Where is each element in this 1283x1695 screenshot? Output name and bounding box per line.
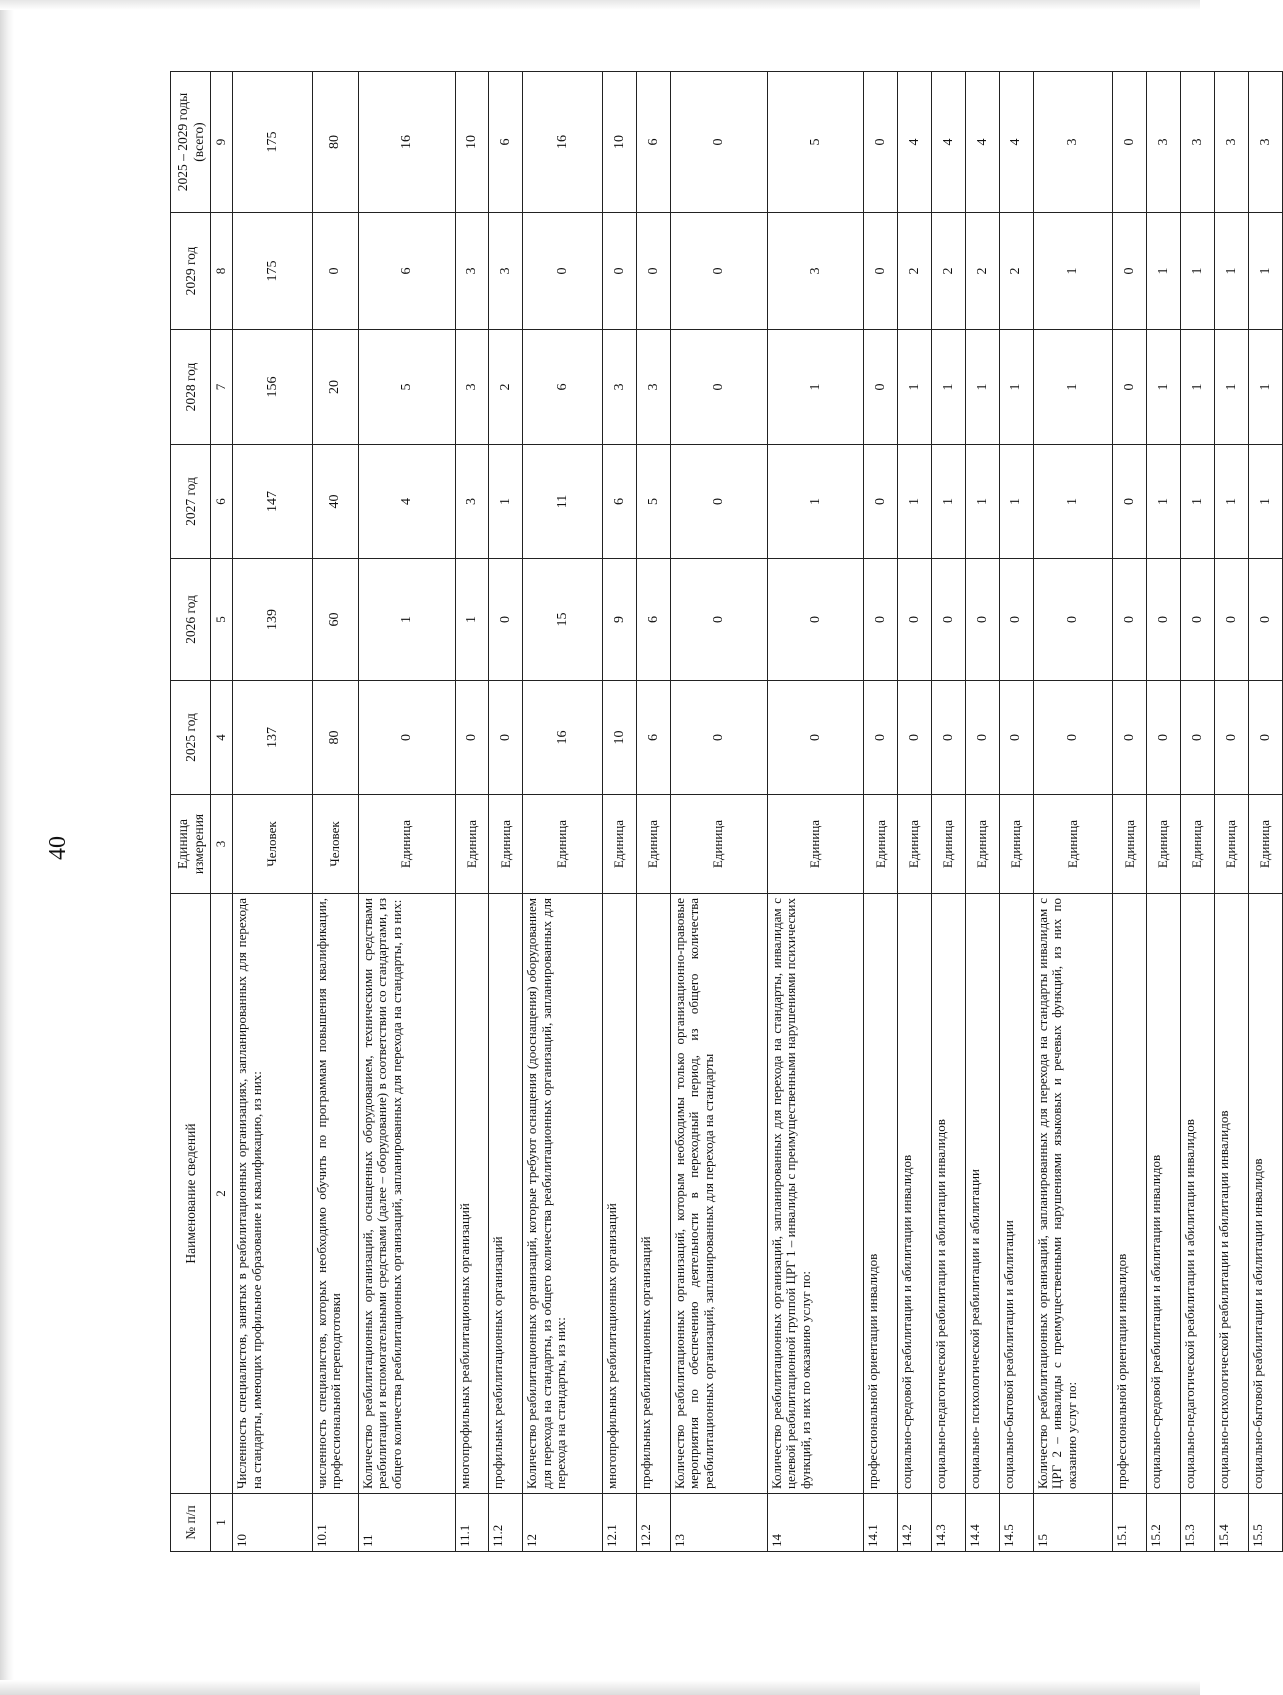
row-value-2028-cell: 0 [864, 330, 898, 445]
table-row [1147, 72, 1181, 1552]
row-unit-cell: Единица [1181, 795, 1215, 894]
row-value-2029-cell: 0 [603, 213, 637, 330]
column-index-cell: 6 [211, 445, 233, 559]
row-value-2026-cell: 15 [523, 559, 603, 681]
row-value-2028-cell: 2 [489, 330, 523, 445]
row-value-2025-cell: 0 [965, 681, 999, 795]
scan-edge-left [0, 0, 14, 1695]
row-value-2026-cell: 6 [636, 559, 670, 681]
row-name-cell: социально-педагогической реабилитации и абилитации инвалидов [932, 894, 966, 1494]
row-value-2027-cell: 1 [932, 445, 966, 559]
row-value-2026-cell: 0 [932, 559, 966, 681]
row-value-total-cell: 3 [1033, 72, 1113, 213]
row-value-2028-cell: 1 [1215, 330, 1249, 445]
row-name-cell: социально- психологической реабилитации и абилитации [965, 894, 999, 1494]
row-value-2026-cell: 0 [999, 559, 1033, 681]
row-value-2029-cell: 6 [358, 213, 455, 330]
table-row [455, 72, 489, 1552]
row-name-cell: профессиональной ориентации инвалидов [1113, 894, 1147, 1494]
header-cell-2029: 2029 год [171, 213, 211, 330]
row-value-total-cell: 3 [1248, 72, 1282, 213]
row-value-2026-cell: 1 [358, 559, 455, 681]
row-value-2026-cell: 0 [489, 559, 523, 681]
row-value-2027-cell: 1 [898, 445, 932, 559]
row-value-2028-cell: 1 [1033, 330, 1113, 445]
table-row [965, 72, 999, 1552]
row-value-2029-cell: 2 [898, 213, 932, 330]
row-value-2028-cell: 20 [312, 330, 358, 445]
row-value-2025-cell: 0 [898, 681, 932, 795]
row-number-cell: 10.1 [312, 1494, 358, 1552]
row-value-total-cell: 3 [1147, 72, 1181, 213]
row-name-cell: многопрофильных реабилитационных организаций [603, 894, 637, 1494]
row-number-cell: 11.2 [489, 1494, 523, 1552]
row-value-2025-cell: 0 [1113, 681, 1147, 795]
row-unit-cell: Единица [358, 795, 455, 894]
row-number-cell: 12.1 [603, 1494, 637, 1552]
row-number-cell: 15.5 [1248, 1494, 1282, 1552]
row-value-2025-cell: 0 [1248, 681, 1282, 795]
row-value-2028-cell: 3 [636, 330, 670, 445]
row-value-total-cell: 5 [767, 72, 864, 213]
row-number-cell: 11.1 [455, 1494, 489, 1552]
row-value-2027-cell: 0 [1113, 445, 1147, 559]
row-value-2026-cell: 9 [603, 559, 637, 681]
row-value-2027-cell: 6 [603, 445, 637, 559]
row-value-2028-cell: 156 [233, 330, 313, 445]
row-value-2025-cell: 16 [523, 681, 603, 795]
row-value-2028-cell: 1 [767, 330, 864, 445]
row-unit-cell: Единица [670, 795, 767, 894]
row-number-cell: 12.2 [636, 1494, 670, 1552]
row-value-2029-cell: 0 [1113, 213, 1147, 330]
row-number-cell: 15.3 [1181, 1494, 1215, 1552]
row-value-total-cell: 4 [932, 72, 966, 213]
column-index-cell: 4 [211, 681, 233, 795]
row-name-cell: многопрофильных реабилитационных организаций [455, 894, 489, 1494]
row-unit-cell: Единица [864, 795, 898, 894]
row-name-cell: социально-педагогической реабилитации и абилитации инвалидов [1181, 894, 1215, 1494]
row-value-total-cell: 0 [1113, 72, 1147, 213]
row-value-total-cell: 175 [233, 72, 313, 213]
row-name-cell: Количество реабилитационных организаций, которые требуют оснащения (дооснащения) оборудованием для перехода на стандарты, из общего количества реабилитационных организаций, запланированных для перехода на стандарты, из них: [523, 894, 603, 1494]
row-value-2027-cell: 0 [670, 445, 767, 559]
row-value-2025-cell: 0 [489, 681, 523, 795]
table-landscape-layer [170, 72, 1283, 1552]
row-value-2027-cell: 1 [1181, 445, 1215, 559]
row-value-2029-cell: 2 [999, 213, 1033, 330]
row-name-cell: социально-средовой реабилитации и абилитации инвалидов [1147, 894, 1181, 1494]
row-unit-cell: Единица [636, 795, 670, 894]
row-value-total-cell: 3 [1181, 72, 1215, 213]
row-value-2025-cell: 0 [1215, 681, 1249, 795]
row-value-total-cell: 10 [455, 72, 489, 213]
row-value-2028-cell: 1 [1147, 330, 1181, 445]
row-value-2028-cell: 1 [1181, 330, 1215, 445]
row-name-cell: профильных реабилитационных организаций [489, 894, 523, 1494]
row-number-cell: 14.2 [898, 1494, 932, 1552]
table-row [1215, 72, 1249, 1552]
row-value-2027-cell: 1 [1215, 445, 1249, 559]
table-row [932, 72, 966, 1552]
row-value-2026-cell: 0 [1113, 559, 1147, 681]
header-cell-2028: 2028 год [171, 330, 211, 445]
row-value-2029-cell: 3 [455, 213, 489, 330]
row-value-2025-cell: 0 [670, 681, 767, 795]
row-number-cell: 12 [523, 1494, 603, 1552]
row-value-2028-cell: 5 [358, 330, 455, 445]
row-value-total-cell: 0 [864, 72, 898, 213]
row-value-2026-cell: 0 [1181, 559, 1215, 681]
row-name-cell: профессиональной ориентации инвалидов [864, 894, 898, 1494]
row-value-2028-cell: 1 [1248, 330, 1282, 445]
row-name-cell: социально-психологической реабилитации и абилитации инвалидов [1215, 894, 1249, 1494]
row-value-2026-cell: 0 [670, 559, 767, 681]
row-value-2027-cell: 5 [636, 445, 670, 559]
row-value-2029-cell: 0 [523, 213, 603, 330]
scan-edge-bottom [0, 1680, 1200, 1695]
row-value-total-cell: 4 [999, 72, 1033, 213]
row-name-cell: Количество реабилитационных организаций, оснащенных оборудованием, техническими средствами реабилитации и вспомогательными средствами (далее – оборудование) в соответствии со стандартами, из общего количества реабилитационных организаций, запланированных для перехода на стандарты, из них: [358, 894, 455, 1494]
row-value-2025-cell: 0 [864, 681, 898, 795]
row-unit-cell: Единица [898, 795, 932, 894]
row-value-2027-cell: 1 [767, 445, 864, 559]
table-row [767, 72, 864, 1552]
row-value-2028-cell: 0 [670, 330, 767, 445]
row-value-2025-cell: 0 [1033, 681, 1113, 795]
row-value-2029-cell: 1 [1181, 213, 1215, 330]
row-value-2029-cell: 0 [636, 213, 670, 330]
row-value-2026-cell: 0 [898, 559, 932, 681]
column-index-cell: 5 [211, 559, 233, 681]
row-unit-cell: Единица [523, 795, 603, 894]
row-unit-cell: Единица [1147, 795, 1181, 894]
row-name-cell: социально-бытовой реабилитации и абилитации [999, 894, 1033, 1494]
row-value-total-cell: 3 [1215, 72, 1249, 213]
row-value-2026-cell: 60 [312, 559, 358, 681]
row-value-2029-cell: 1 [1147, 213, 1181, 330]
table-row [233, 72, 313, 1552]
row-value-2029-cell: 2 [932, 213, 966, 330]
row-value-2026-cell: 0 [1248, 559, 1282, 681]
table-row [670, 72, 767, 1552]
row-name-cell: социально-средовой реабилитации и абилитации инвалидов [898, 894, 932, 1494]
row-name-cell: социально-бытовой реабилитации и абилитации инвалидов [1248, 894, 1282, 1494]
row-unit-cell: Единица [1033, 795, 1113, 894]
column-index-cell: 3 [211, 795, 233, 894]
row-unit-cell: Единица [767, 795, 864, 894]
table-rotation-frame [170, 72, 1283, 1552]
row-number-cell: 11 [358, 1494, 455, 1552]
table-body [233, 72, 1283, 1552]
row-value-2025-cell: 0 [1147, 681, 1181, 795]
table-row [523, 72, 603, 1552]
row-number-cell: 14.5 [999, 1494, 1033, 1552]
header-cell-unit: Единица измерения [171, 795, 211, 894]
row-value-2027-cell: 1 [999, 445, 1033, 559]
row-unit-cell: Человек [312, 795, 358, 894]
row-value-2029-cell: 0 [864, 213, 898, 330]
row-value-2028-cell: 3 [455, 330, 489, 445]
row-number-cell: 15.4 [1215, 1494, 1249, 1552]
row-value-total-cell: 4 [898, 72, 932, 213]
row-unit-cell: Человек [233, 795, 313, 894]
row-unit-cell: Единица [1215, 795, 1249, 894]
row-unit-cell: Единица [603, 795, 637, 894]
row-value-2029-cell: 3 [489, 213, 523, 330]
row-value-2026-cell: 0 [1147, 559, 1181, 681]
row-number-cell: 15 [1033, 1494, 1113, 1552]
table-row [603, 72, 637, 1552]
row-value-2029-cell: 0 [670, 213, 767, 330]
row-value-2025-cell: 10 [603, 681, 637, 795]
row-value-2029-cell: 2 [965, 213, 999, 330]
row-value-2026-cell: 0 [1215, 559, 1249, 681]
header-cell-name: Наименование сведений [171, 894, 211, 1494]
row-value-2028-cell: 0 [1113, 330, 1147, 445]
row-value-total-cell: 16 [523, 72, 603, 213]
row-value-2026-cell: 0 [767, 559, 864, 681]
row-value-total-cell: 0 [670, 72, 767, 213]
row-value-2028-cell: 1 [932, 330, 966, 445]
row-value-2025-cell: 0 [999, 681, 1033, 795]
row-number-cell: 10 [233, 1494, 313, 1552]
row-value-2029-cell: 175 [233, 213, 313, 330]
row-value-2029-cell: 0 [312, 213, 358, 330]
row-value-2026-cell: 139 [233, 559, 313, 681]
row-unit-cell: Единица [999, 795, 1033, 894]
row-name-cell: Количество реабилитационных организаций, которым необходимы только организационно-правовые мероприятия по обеспечению деятельности в переходный период, из общего количества реабилитационных организаций, запланированных для перехода на стандарты [670, 894, 767, 1494]
column-index-cell: 1 [211, 1494, 233, 1552]
table-row [999, 72, 1033, 1552]
row-value-total-cell: 6 [489, 72, 523, 213]
table-row [489, 72, 523, 1552]
row-value-total-cell: 10 [603, 72, 637, 213]
header-cell-2026: 2026 год [171, 559, 211, 681]
row-value-2027-cell: 1 [1033, 445, 1113, 559]
header-cell-number: № п/п [171, 1494, 211, 1552]
row-number-cell: 14.3 [932, 1494, 966, 1552]
header-cell-total: 2025 – 2029 годы (всего) [171, 72, 211, 213]
row-value-2025-cell: 0 [1181, 681, 1215, 795]
row-value-2025-cell: 0 [932, 681, 966, 795]
row-value-2027-cell: 0 [864, 445, 898, 559]
row-unit-cell: Единица [489, 795, 523, 894]
row-value-2026-cell: 0 [864, 559, 898, 681]
row-value-2025-cell: 80 [312, 681, 358, 795]
row-value-2027-cell: 1 [1248, 445, 1282, 559]
row-unit-cell: Единица [1248, 795, 1282, 894]
header-cell-2027: 2027 год [171, 445, 211, 559]
row-value-2027-cell: 1 [965, 445, 999, 559]
row-unit-cell: Единица [932, 795, 966, 894]
table-row [898, 72, 932, 1552]
row-value-2027-cell: 4 [358, 445, 455, 559]
row-value-2025-cell: 0 [358, 681, 455, 795]
row-unit-cell: Единица [965, 795, 999, 894]
scan-edge-top [0, 0, 1200, 10]
table-row [1033, 72, 1113, 1552]
row-value-2029-cell: 3 [767, 213, 864, 330]
row-value-2025-cell: 6 [636, 681, 670, 795]
column-index-cell: 9 [211, 72, 233, 213]
table-row [636, 72, 670, 1552]
header-row [171, 72, 211, 1552]
row-number-cell: 14.1 [864, 1494, 898, 1552]
row-name-cell: Количество реабилитационных организаций, запланированных для перехода на стандарты, инвалидам с целевой реабилитационной группой ЦРГ 1 – инвалиды с преимущественными нарушениями психических функций, из них по оказанию услуг по: [767, 894, 864, 1494]
row-unit-cell: Единица [1113, 795, 1147, 894]
table-row [1248, 72, 1282, 1552]
row-value-total-cell: 16 [358, 72, 455, 213]
table-row [1113, 72, 1147, 1552]
row-value-2027-cell: 1 [489, 445, 523, 559]
row-value-2027-cell: 11 [523, 445, 603, 559]
column-index-cell: 7 [211, 330, 233, 445]
column-index-row [211, 72, 233, 1552]
row-value-2028-cell: 1 [999, 330, 1033, 445]
row-value-2027-cell: 1 [1147, 445, 1181, 559]
row-value-2026-cell: 1 [455, 559, 489, 681]
row-unit-cell: Единица [455, 795, 489, 894]
page-number: 40 [45, 836, 71, 860]
table-row [312, 72, 358, 1552]
row-value-2027-cell: 147 [233, 445, 313, 559]
row-number-cell: 15.2 [1147, 1494, 1181, 1552]
row-value-2025-cell: 137 [233, 681, 313, 795]
row-value-total-cell: 6 [636, 72, 670, 213]
row-value-2025-cell: 0 [767, 681, 864, 795]
row-name-cell: численность специалистов, которых необходимо обучить по программам повышения квалификации, профессиональной переподготовки [312, 894, 358, 1494]
row-name-cell: Численность специалистов, занятых в реабилитационных организациях, запланированных для перехода на стандарты, имеющих профильное образование и квалификацию, из них: [233, 894, 313, 1494]
table-row [1181, 72, 1215, 1552]
table-row [864, 72, 898, 1552]
row-value-2029-cell: 1 [1033, 213, 1113, 330]
row-value-2028-cell: 1 [898, 330, 932, 445]
row-value-2026-cell: 0 [965, 559, 999, 681]
row-number-cell: 13 [670, 1494, 767, 1552]
row-value-2029-cell: 1 [1215, 213, 1249, 330]
row-value-total-cell: 80 [312, 72, 358, 213]
row-value-2028-cell: 1 [965, 330, 999, 445]
row-value-2025-cell: 0 [455, 681, 489, 795]
header-cell-2025: 2025 год [171, 681, 211, 795]
row-value-total-cell: 4 [965, 72, 999, 213]
row-value-2028-cell: 6 [523, 330, 603, 445]
row-value-2027-cell: 40 [312, 445, 358, 559]
row-number-cell: 14.4 [965, 1494, 999, 1552]
row-name-cell: Количество реабилитационных организаций, запланированных для перехода на стандарты инвалидам с ЦРГ 2 – инвалиды с преимущественными нарушениями языковых и речевых функций, из них по оказанию услуг по: [1033, 894, 1113, 1494]
row-value-2026-cell: 0 [1033, 559, 1113, 681]
data-table [170, 71, 1283, 1552]
row-number-cell: 14 [767, 1494, 864, 1552]
row-value-2029-cell: 1 [1248, 213, 1282, 330]
row-value-2027-cell: 3 [455, 445, 489, 559]
column-index-cell: 2 [211, 894, 233, 1494]
table-row [358, 72, 455, 1552]
row-value-2028-cell: 3 [603, 330, 637, 445]
row-name-cell: профильных реабилитационных организаций [636, 894, 670, 1494]
column-index-cell: 8 [211, 213, 233, 330]
row-number-cell: 15.1 [1113, 1494, 1147, 1552]
